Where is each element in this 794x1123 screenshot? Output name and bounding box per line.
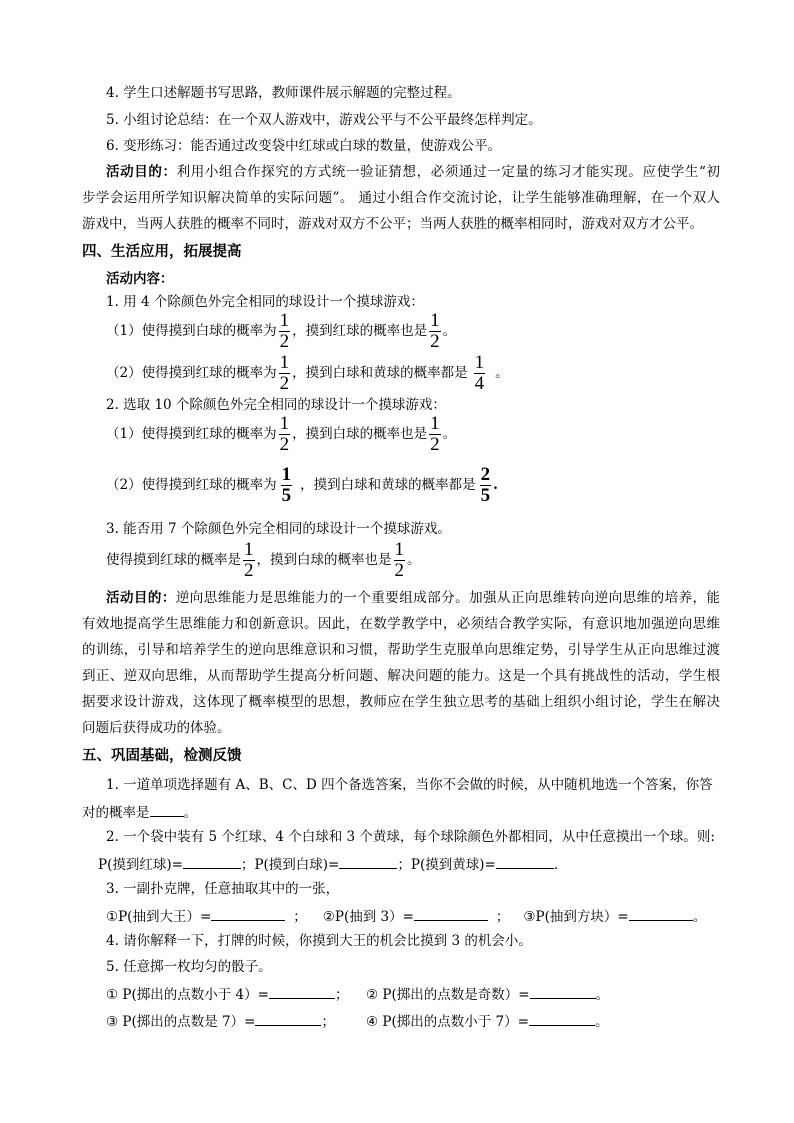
- question-4-1-b: （2）使得摸到红球的概率为 $\frac{1}{2}$ ，摸到白球和黄球的概率都是 $\frac{1}{4}$ 。: [106, 352, 509, 394]
- purpose-2-line-2: 有效地提高学生思维能力和创新意识。因此，在数学教学中，必须结合教学实际，有意识地加强逆向思维: [82, 616, 720, 632]
- purpose-label: 活动目的：: [106, 590, 176, 606]
- question-5-3-line-1: 3. 一副扑克牌，任意抽取其中的一张，: [106, 881, 340, 897]
- fraction: $\frac{1}{4}$: [474, 352, 485, 394]
- fraction: $\frac{1}{2}$: [279, 352, 290, 394]
- question-5-3-line-2: ①P(抽到大王）= ； ②P(抽到 3）= ； ③P(抽到方块）= 。: [106, 906, 706, 926]
- activity-content-label: 活动内容：: [106, 271, 174, 287]
- fraction: $\frac{1}{2}$: [430, 413, 440, 455]
- answer-blank[interactable]: [496, 854, 554, 869]
- purpose-1-line-1: 活动目的：利用小组合作探究的方式统一验证猜想，必须通过一定量的练习才能实现。应使学生“初: [106, 164, 720, 180]
- question-4-2: 2. 选取 10 个除颜色外完全相同的球设计一个摸球游戏：: [106, 397, 446, 413]
- answer-blank[interactable]: [629, 906, 693, 921]
- purpose-2-line-1: 活动目的：逆向思维能力是思维能力的一个重要组成部分。加强从正向思维转向逆向思维的培养，能: [106, 590, 721, 606]
- answer-blank[interactable]: [269, 984, 335, 999]
- fraction: $\frac{1}{2}$: [279, 310, 290, 352]
- question-5-5-a: ① P(掷出的点数小于 4）= ；: [106, 984, 348, 1004]
- purpose-2-line-4: 到正、逆双向思维，从而帮助学生提高分析问题、解决问题的能力。这是一个具有挑战性的活动，学生根: [82, 668, 720, 684]
- question-5-5-c: ③ P(掷出的点数是 7）= ；: [106, 1011, 335, 1031]
- question-4-2-a: （1）使得摸到红球的概率为 $\frac{1}{2}$ ，摸到白球的概率也是 $\frac{1}{2}$ 。: [106, 413, 457, 455]
- step-4: 4. 学生口述解题书写思路，教师课件展示解题的完整过程。: [106, 85, 461, 101]
- question-5-5: 5. 任意掷一枚均匀的骰子。: [106, 959, 272, 975]
- answer-blank[interactable]: [339, 854, 397, 869]
- answer-blank[interactable]: [414, 906, 488, 921]
- question-5-5-d: ④ P(掷出的点数小于 7）= 。: [366, 1011, 608, 1031]
- section-5-title: 五、巩固基础，检测反馈: [82, 748, 242, 764]
- question-5-2-line-2: P(摸到红球)= ；P(摸到白球)= ；P(摸到黄球)= .: [98, 854, 558, 874]
- question-5-2-line-1: 2. 一个袋中装有 5 个红球、4 个白球和 3 个黄球，每个球除颜色外都相同，从中任意摸出一个球。则:: [106, 829, 715, 845]
- purpose-label: 活动目的：: [106, 164, 177, 180]
- answer-blank[interactable]: [150, 802, 184, 817]
- question-5-1-line-2: 对的概率是 。: [82, 802, 197, 822]
- section-4-title: 四、生活应用，拓展提高: [82, 244, 242, 260]
- purpose-1-line-3: 游戏中，当两人获胜的概率不同时，游戏对双方不公平；当两人获胜的概率相同时，游戏对双方才公平。: [82, 216, 703, 232]
- question-4-1: 1. 用 4 个除颜色外完全相同的球设计一个摸球游戏：: [106, 294, 424, 310]
- question-4-2-b: （2）使得摸到红球的概率为 $\frac{1}{5}$ ，摸到白球和黄球的概率都是 $\frac{2}{5}$ .: [106, 464, 498, 506]
- fraction: $\frac{1}{5}$: [281, 464, 292, 506]
- question-4-3-line: 使得摸到红球的概率是 $\frac{1}{2}$ ，摸到白球的概率也是 $\frac{1}{2}$ 。: [106, 539, 421, 581]
- answer-blank[interactable]: [530, 984, 596, 999]
- question-5-4: 4. 请你解释一下，打牌的时候，你摸到大王的机会比摸到 3 的机会小。: [106, 933, 532, 949]
- question-4-1-a: （1）使得摸到白球的概率为 $\frac{1}{2}$ ，摸到红球的概率也是 $\frac{1}{2}$ 。: [106, 310, 457, 352]
- answer-blank[interactable]: [211, 906, 285, 921]
- answer-blank[interactable]: [183, 854, 241, 869]
- fraction: $\frac{1}{2}$: [430, 310, 440, 352]
- step-5: 5. 小组讨论总结：在一个双人游戏中，游戏公平与不公平最终怎样判定。: [106, 112, 542, 128]
- answer-blank[interactable]: [529, 1011, 595, 1026]
- purpose-2-line-5: 据要求设计游戏，这体现了概率模型的思想，教师应在学生独立思考的基础上组织小组讨论，学生在解决: [82, 694, 720, 710]
- purpose-1-line-2: 步学会运用所学知识解决简单的实际问题”。 通过小组合作交流讨论，让学生能够准确理解，在一个双人: [82, 190, 720, 206]
- fraction: $\frac{2}{5}$: [480, 464, 491, 506]
- question-4-3: 3. 能否用 7 个除颜色外完全相同的球设计一个摸球游戏。: [106, 521, 451, 537]
- purpose-2-line-3: 的训练，引导和培养学生的逆向思维意识和习惯，帮助学生克服单向思维定势，引导学生从正向思维过渡: [82, 642, 720, 658]
- step-6: 6. 变形练习：能否通过改变袋中红球或白球的数量，使游戏公平。: [106, 138, 502, 154]
- answer-blank[interactable]: [255, 1011, 321, 1026]
- fraction: $\frac{1}{2}$: [279, 413, 290, 455]
- question-5-5-b: ② P(掷出的点数是奇数）= 。: [366, 984, 609, 1004]
- fraction: $\frac{1}{2}$: [394, 539, 404, 581]
- purpose-2-line-6: 问题后获得成功的体验。: [82, 720, 231, 736]
- fraction: $\frac{1}{2}$: [244, 539, 254, 581]
- question-5-1-line-1: 1. 一道单项选择题有 A、B、C、D 四个备选答案，当你不会做的时候，从中随机地选一个答案，你答: [106, 777, 713, 793]
